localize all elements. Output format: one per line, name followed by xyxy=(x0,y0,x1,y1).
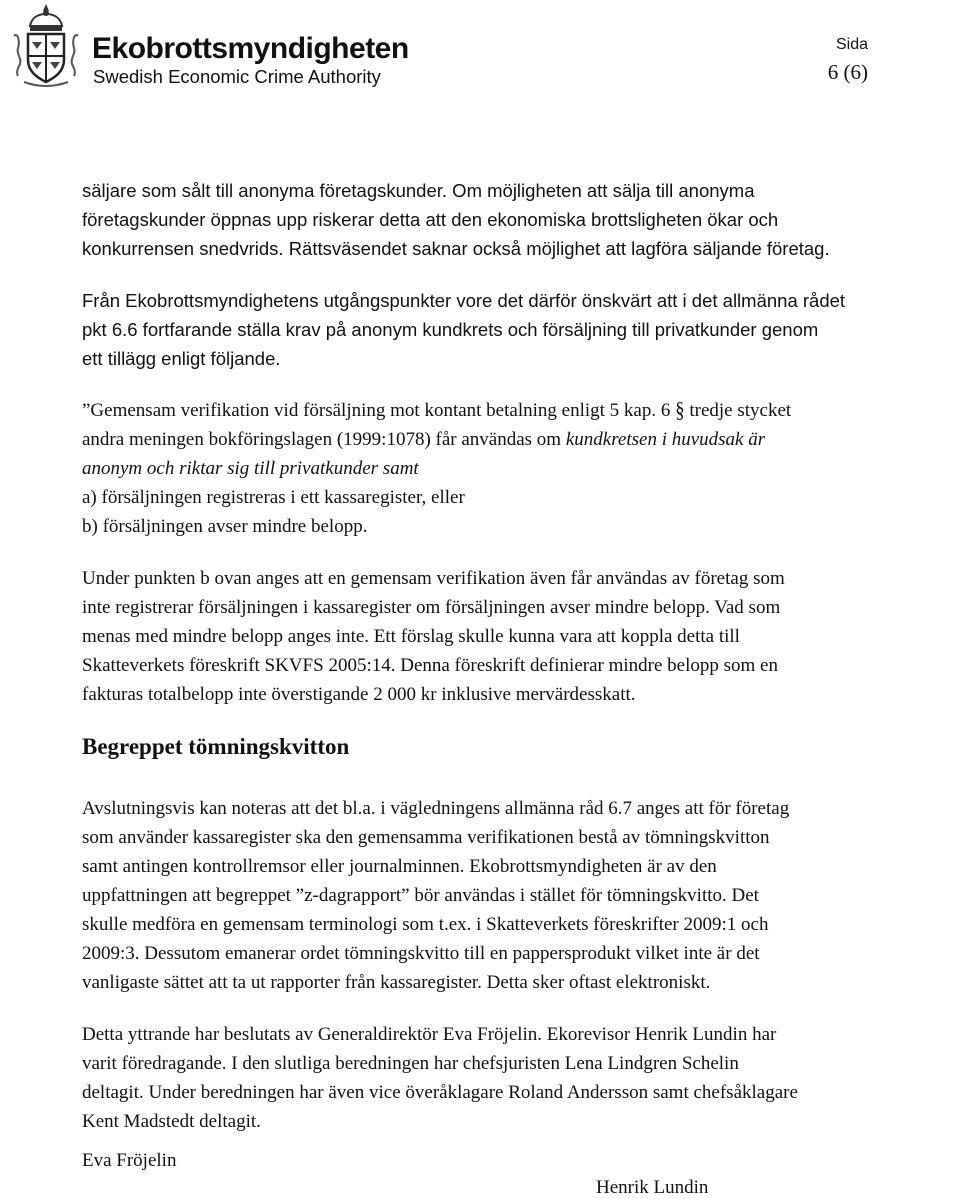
signature-right: Henrik Lundin xyxy=(596,1177,709,1198)
org-name-english: Swedish Economic Crime Authority xyxy=(93,66,381,87)
text-line: Detta yttrande har beslutats av Generaldirektör Eva Fröjelin. Ekorevisor Henrik Lundin har xyxy=(82,1024,777,1045)
text-line: vanligaste sättet att ta ut rapporter från kassaregister. Detta sker oftast elektroniskt. xyxy=(82,972,711,993)
text-line: Under punkten b ovan anges att en gemensam verifikation även får användas av företag som xyxy=(82,568,785,589)
signature-left: Eva Fröjelin xyxy=(82,1150,177,1171)
text-line: inte registrerar försäljningen i kassaregister om försäljningen avser mindre belopp. Vad som xyxy=(82,597,781,618)
text-line: konkurrensen snedvrids. Rättsväsendet saknar också möjlighet att lagföra säljande företag. xyxy=(82,238,830,259)
org-name: Ekobrottsmyndigheten xyxy=(92,32,409,65)
quote-emphasis: anonym och riktar sig till privatkunder samt xyxy=(82,458,419,479)
text-line: skulle medföra en gemensam terminologi som t.ex. i Skatteverkets föreskrifter 2009:1 och xyxy=(82,914,769,935)
crown-shield-emblem-icon xyxy=(8,2,84,90)
text-line: samt antingen kontrollremsor eller journalminnen. Ekobrottsmyndigheten är av den xyxy=(82,856,717,877)
text-line xyxy=(82,396,960,425)
text-line: a) försäljningen registreras i ett kassaregister, eller xyxy=(82,487,465,508)
paragraph-1 xyxy=(82,176,960,263)
text-line: Avslutningsvis kan noteras att det bl.a. i vägledningens allmänna råd 6.7 anges att för företag xyxy=(82,798,790,819)
page-info xyxy=(828,36,868,85)
text-line: pkt 6.6 fortfarande ställa krav på anonym kundkrets och försäljning till privatkunder genom xyxy=(82,319,819,340)
text-line: Från Ekobrottsmyndighetens utgångspunkter vore det därför önskvärt att i det allmänna rådet xyxy=(82,290,846,311)
text-line: Kent Madstedt deltagit. xyxy=(82,1111,261,1132)
text-line xyxy=(82,425,960,454)
paragraph-3 xyxy=(82,564,960,709)
page-number: 6 (6) xyxy=(827,60,868,84)
document-body xyxy=(82,176,960,1159)
text-line: som använder kassaregister ska den gemensamma verifikationen bestå av tömningskvitton xyxy=(82,827,770,848)
logo xyxy=(8,2,409,92)
text-line: menas med mindre belopp anges inte. Ett förslag skulle kunna vara att koppla detta till xyxy=(82,626,740,647)
text-line: säljare som sålt till anonyma företagskunder. Om möjligheten att sälja till anonyma xyxy=(82,180,755,201)
paragraph-2 xyxy=(82,286,960,373)
paragraph-4 xyxy=(82,794,960,997)
text-line: ett tillägg enligt följande. xyxy=(82,348,281,369)
quote-text: tredje stycket xyxy=(684,400,792,421)
text-line: företagskunder öppnas upp riskerar detta att den ekonomiska brottsligheten ökar och xyxy=(82,209,779,230)
text-line: uppfattningen att begreppet ”z-dagrapport” bör användas i stället för tömningskvitto. Det xyxy=(82,885,759,906)
text-line xyxy=(82,454,960,483)
text-line: varit föredragande. I den slutliga beredningen har chefsjuristen Lena Lindgren Schelin xyxy=(82,1053,739,1074)
text-line: deltagit. Under beredningen har även vice överåklagare Roland Andersson samt chefsåklagare xyxy=(82,1082,798,1103)
proposed-text-quote xyxy=(82,396,960,541)
paragraph-5 xyxy=(82,1020,960,1136)
quote-text: ”Gemensam verifikation vid försäljning mot kontant betalning enligt 5 kap. 6 xyxy=(82,400,676,421)
text-line: 2009:3. Dessutom emanerar ordet tömningskvitto till en pappersprodukt vilket inte är det xyxy=(82,943,760,964)
quote-text: andra meningen bokföringslagen (1999:1078) får användas om xyxy=(82,429,566,450)
text-line: fakturas totalbelopp inte överstigande 2 000 kr inklusive mervärdesskatt. xyxy=(82,684,636,705)
page-label: Sida xyxy=(835,36,868,53)
quote-emphasis: kundkretsen i huvudsak är xyxy=(565,429,766,450)
text-line: b) försäljningen avser mindre belopp. xyxy=(82,516,368,537)
text-line: Skatteverkets föreskrift SKVFS 2005:14. Denna föreskrift definierar mindre belopp som en xyxy=(82,655,778,676)
section-sign: § xyxy=(675,398,685,423)
section-heading: Begreppet tömningskvitton xyxy=(82,734,350,759)
